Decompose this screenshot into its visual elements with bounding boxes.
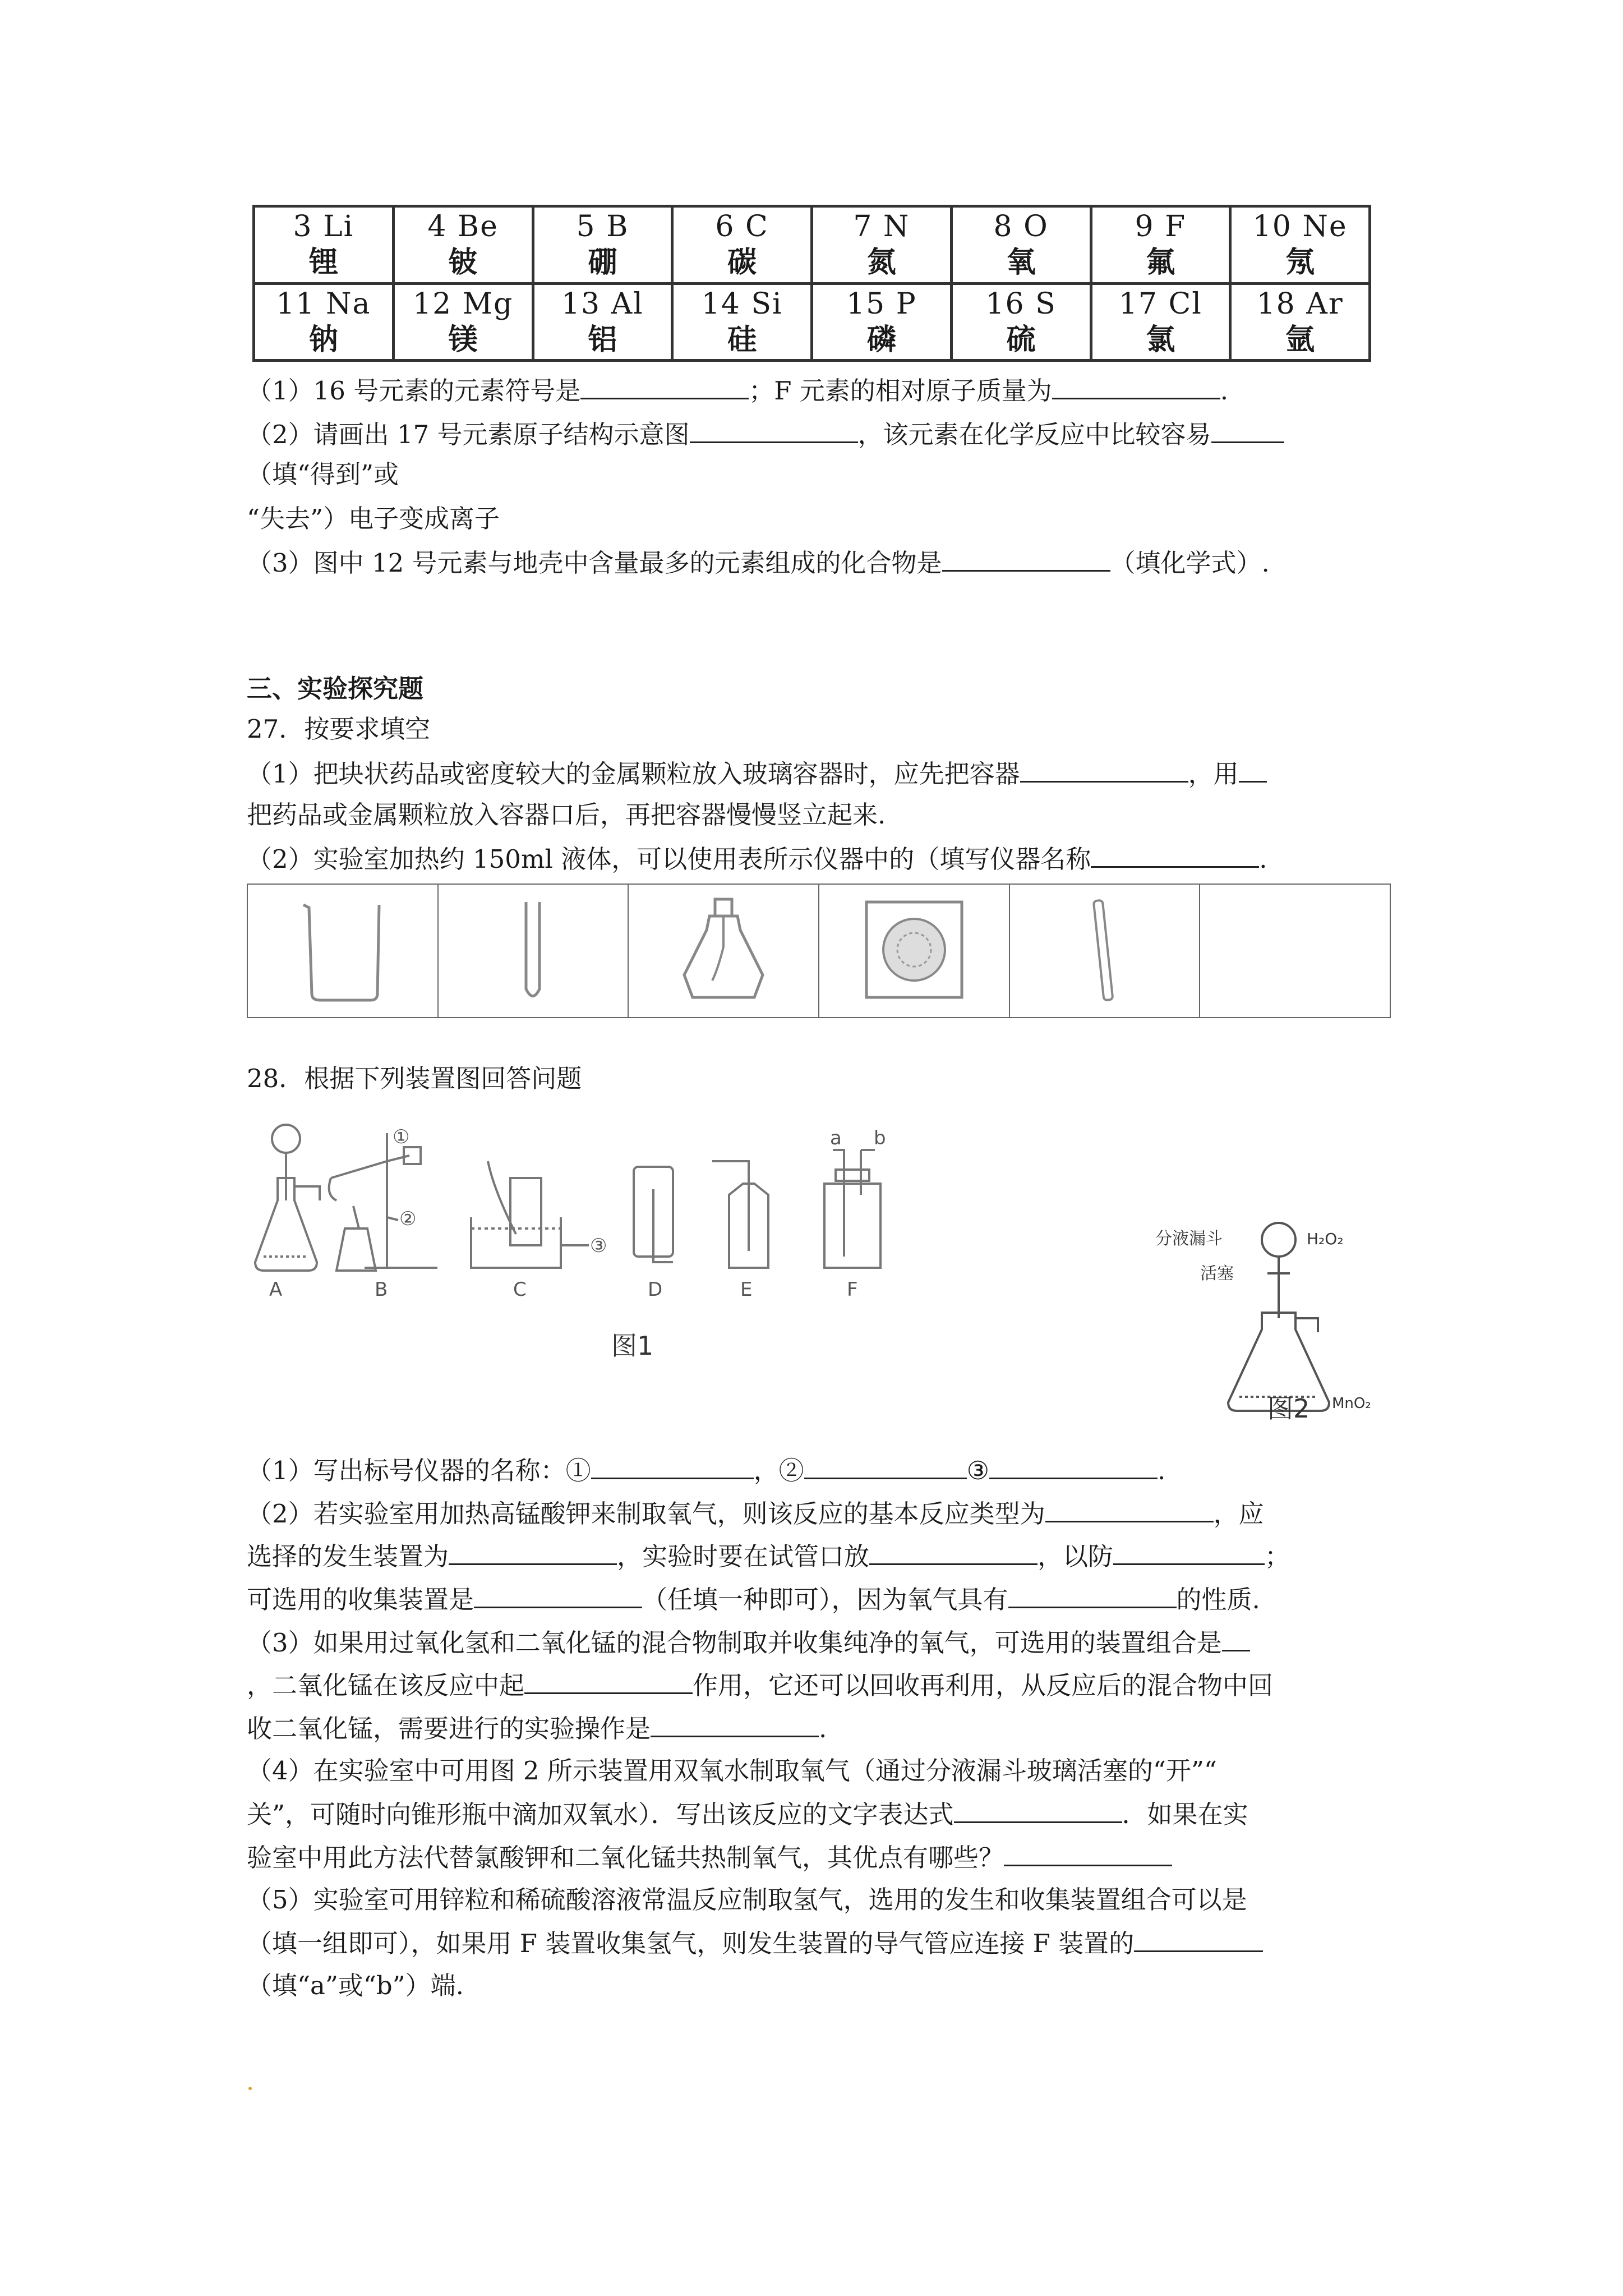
apparatus-label: F [847, 1278, 858, 1301]
test-tube-cell [438, 884, 629, 1018]
beaker-icon [292, 894, 393, 1006]
element-symbol: 9 F [1135, 210, 1187, 244]
apparatus-c-icon [471, 1161, 589, 1268]
element-name: 锂 [308, 246, 338, 280]
element-name: 镁 [448, 323, 478, 357]
periodic-row [254, 283, 1370, 361]
element-cell [393, 206, 533, 284]
answer-blank[interactable] [869, 1539, 1038, 1565]
alcohol-lamp-cell [628, 884, 819, 1018]
q28-text: 的性质. [1176, 1585, 1260, 1614]
element-name: 氖 [1285, 246, 1315, 280]
element-cell [812, 206, 952, 284]
apparatus-label: C [513, 1278, 527, 1301]
answer-blank[interactable] [1091, 841, 1259, 868]
q27-part1-cont: 把药品或金属颗粒放入容器口后，再把容器慢慢竖立起来. [247, 800, 886, 830]
q28-part3 [247, 1625, 1250, 1660]
element-cell [812, 283, 952, 361]
q28-part5: （5）实验室可用锌粒和稀硫酸溶液常温反应制取氢气，选用的发生和收集装置组合可以是 [247, 1885, 1247, 1915]
element-symbol: 14 Si [701, 287, 783, 321]
q26-part2-cont: “失去”）电子变成离子 [247, 504, 500, 533]
answer-blank[interactable] [651, 1711, 819, 1737]
element-symbol: 6 C [715, 210, 769, 244]
q27-text: （1）把块状药品或密度较大的金属颗粒放入玻璃容器时，应先把容器 [247, 759, 1020, 789]
element-symbol: 4 Be [427, 210, 499, 244]
element-symbol: 15 P [846, 287, 917, 321]
q28-text: （1）写出标号仪器的名称：① [247, 1456, 591, 1485]
element-symbol: 13 Al [561, 287, 644, 321]
element-cell [1230, 283, 1370, 361]
q28-text: （填一组即可），如果用 F 装置收集氢气，则发生装置的导气管应连接 F 装置的 [247, 1929, 1135, 1958]
answer-blank[interactable] [591, 1453, 754, 1479]
element-symbol: 16 S [985, 287, 1057, 321]
q28-text: 作用，它还可以回收再利用，从反应后的混合物中回 [693, 1671, 1274, 1700]
apparatus-f-icon [824, 1150, 880, 1268]
q28-title: 28．根据下列装置图回答问题 [247, 1064, 582, 1093]
q28-text: 验室中用此方法代替氯酸钾和二氧化锰共热制氧气，其优点有哪些？ [247, 1843, 1004, 1872]
answer-blank[interactable] [580, 373, 749, 399]
glass-rod-cell [1009, 884, 1200, 1018]
q26-text: ，该元素在化学反应中比较容易 [857, 420, 1211, 449]
q28-part3-cont [247, 1711, 827, 1746]
element-symbol: 5 B [576, 210, 629, 244]
element-name: 碳 [727, 246, 757, 280]
q26-text: （填化学式）. [1110, 548, 1270, 578]
q28-text: . [819, 1714, 827, 1743]
q27-part2 [247, 841, 1267, 876]
answer-blank[interactable] [1052, 373, 1220, 399]
answer-blank[interactable] [474, 1582, 642, 1608]
port-a-label: a [830, 1127, 842, 1149]
element-name: 氧 [1006, 246, 1036, 280]
alcohol-lamp-icon [662, 891, 785, 1009]
q28-part5-cont: （填“a”或“b”）端. [247, 1971, 464, 2000]
q26-text: （2）请画出 17 号元素原子结构示意图 [247, 420, 690, 449]
q28-text: （任填一种即可），因为氧气具有 [642, 1585, 1008, 1614]
test-tube-icon [510, 894, 555, 1006]
funnel-label: 分液漏斗 [1155, 1229, 1223, 1249]
element-name: 氩 [1285, 323, 1315, 357]
glass-rod-icon [1082, 894, 1127, 1006]
asbestos-net-icon [858, 894, 970, 1006]
answer-blank[interactable] [1045, 1496, 1214, 1522]
q27-text: . [1259, 844, 1267, 874]
q28-text: ，以防 [1038, 1542, 1114, 1571]
answer-blank[interactable] [989, 1453, 1158, 1479]
section-title: 三、实验探究题 [247, 674, 424, 703]
q26-part2 [247, 417, 1284, 452]
q28-part4: （4）在实验室中可用图 2 所示装置用双氧水制取氧气（通过分液漏斗玻璃活塞的“开”“ [247, 1756, 1217, 1786]
q26-part1 [247, 373, 1228, 408]
q28-text: ．如果在实 [1122, 1800, 1248, 1829]
element-cell [672, 283, 812, 361]
apparatus-figure-1 [247, 1116, 1099, 1380]
q28-part4-cont [247, 1840, 1172, 1875]
element-cell [254, 206, 394, 284]
marker-3-label: ③ [590, 1235, 607, 1257]
answer-blank[interactable] [1008, 1582, 1177, 1608]
apparatus-label: A [269, 1278, 283, 1301]
figure-2-caption: 图2 [1267, 1393, 1310, 1424]
element-name: 氟 [1146, 246, 1175, 280]
answer-blank[interactable] [1020, 756, 1188, 783]
instrument-table [247, 884, 1391, 1018]
q28-part3-cont [247, 1668, 1273, 1703]
element-cell [672, 206, 812, 284]
q26-text: . [1220, 376, 1229, 406]
q28-text: 收二氧化锰，需要进行的实验操作是 [247, 1714, 651, 1743]
q28-text: ，二氧化锰在该反应中起 [247, 1671, 525, 1700]
element-symbol: 10 Ne [1252, 210, 1348, 244]
q27-text: （2）实验室加热约 150ml 液体，可以使用表所示仪器中的（填写仪器名称 [247, 844, 1091, 874]
q26-text: （3）图中 12 号元素与地壳中含量最多的元素组成的化合物是 [247, 548, 942, 578]
element-cell [951, 206, 1091, 284]
q28-part2-cont [247, 1582, 1260, 1617]
q26-part3 [247, 545, 1270, 580]
q26-text: ；F 元素的相对原子质量为 [749, 376, 1052, 406]
q28-part1 [247, 1453, 1165, 1488]
answer-blank[interactable] [1211, 417, 1284, 443]
answer-blank[interactable] [1004, 1840, 1172, 1866]
answer-blank[interactable] [1222, 1625, 1250, 1651]
element-symbol: 18 Ar [1256, 287, 1344, 321]
q28-text: ，② [753, 1456, 804, 1485]
answer-blank[interactable] [954, 1797, 1122, 1823]
answer-blank[interactable] [524, 1668, 693, 1694]
answer-blank[interactable] [1134, 1926, 1263, 1952]
element-cell [1230, 206, 1370, 284]
answer-blank[interactable] [449, 1539, 617, 1565]
element-name: 钠 [308, 323, 338, 357]
q28-part4-cont [247, 1797, 1248, 1832]
apparatus-d-icon [634, 1167, 673, 1262]
periodic-table [252, 205, 1371, 362]
q28-text: ，实验时要在试管口放 [617, 1542, 870, 1571]
beaker-cell [247, 884, 438, 1018]
element-symbol: 12 Mg [413, 287, 514, 321]
element-name: 铝 [588, 323, 617, 357]
answer-blank[interactable] [690, 417, 858, 443]
q28-text: （3）如果用过氧化氢和二氧化锰的混合物制取并收集纯净的氧气，可选用的装置组合是 [247, 1628, 1222, 1658]
element-cell [254, 283, 394, 361]
mno2-label: MnO₂ [1332, 1395, 1371, 1412]
q28-text: 关”，可随时向锥形瓶中滴加双氧水）．写出该反应的文字表达式 [247, 1800, 954, 1829]
apparatus-b-icon [329, 1133, 437, 1271]
empty-cell [1200, 884, 1390, 1018]
figure-1-caption: 图1 [611, 1331, 654, 1361]
port-b-label: b [874, 1127, 886, 1149]
element-cell [533, 283, 672, 361]
q28-text: 选择的发生装置为 [247, 1542, 449, 1571]
element-symbol: 7 N [853, 210, 910, 244]
element-name: 硫 [1006, 323, 1036, 357]
element-name: 磷 [866, 323, 896, 357]
q26-text: （1）16 号元素的元素符号是 [247, 376, 581, 406]
element-name: 硼 [588, 246, 617, 280]
answer-blank[interactable] [804, 1453, 967, 1479]
h2o2-label: H₂O₂ [1307, 1230, 1344, 1248]
asbestos-net-cell [819, 884, 1009, 1018]
q27-title: 27．按要求填空 [247, 714, 431, 744]
element-name: 氯 [1146, 323, 1175, 357]
element-name: 铍 [448, 246, 478, 280]
element-symbol: 8 O [993, 210, 1049, 244]
periodic-row [254, 206, 1370, 284]
q28-part2 [247, 1496, 1264, 1531]
marker-2-label: ② [399, 1208, 417, 1230]
apparatus-e-icon [712, 1161, 768, 1268]
element-name: 氮 [866, 246, 896, 280]
q28-text: 可选用的收集装置是 [247, 1585, 474, 1614]
q28-part5-cont [247, 1926, 1263, 1961]
answer-blank[interactable] [942, 545, 1110, 572]
q28-text: （2）若实验室用加热高锰酸钾来制取氧气，则该反应的基本反应类型为 [247, 1499, 1045, 1529]
q27-part1 [247, 756, 1267, 791]
element-cell [1091, 283, 1230, 361]
element-symbol: 11 Na [276, 287, 371, 321]
element-symbol: 17 Cl [1118, 287, 1202, 321]
apparatus-label: D [648, 1278, 663, 1301]
element-cell [951, 283, 1091, 361]
apparatus-label: B [375, 1278, 388, 1301]
marker-1-label: ① [393, 1126, 410, 1148]
element-name: 硅 [727, 323, 757, 357]
apparatus-label: E [740, 1278, 753, 1301]
element-cell [1091, 206, 1230, 284]
apparatus-a-icon [255, 1125, 320, 1271]
q26-part2-cont: （填“得到”或 [247, 459, 399, 489]
valve-label: 活塞 [1200, 1264, 1234, 1283]
answer-blank[interactable] [1239, 756, 1267, 783]
element-cell [533, 206, 672, 284]
element-symbol: 3 Li [293, 210, 354, 244]
q28-text: ； [1265, 1542, 1290, 1571]
answer-blank[interactable] [1113, 1539, 1265, 1565]
q28-text: ，应 [1213, 1499, 1264, 1529]
q28-text: ③ [966, 1456, 989, 1485]
q27-text: ，用 [1188, 759, 1239, 789]
decorative-dot [248, 2087, 252, 2090]
q28-text: . [1158, 1456, 1166, 1485]
element-cell [393, 283, 533, 361]
q28-part2-cont [247, 1539, 1290, 1573]
